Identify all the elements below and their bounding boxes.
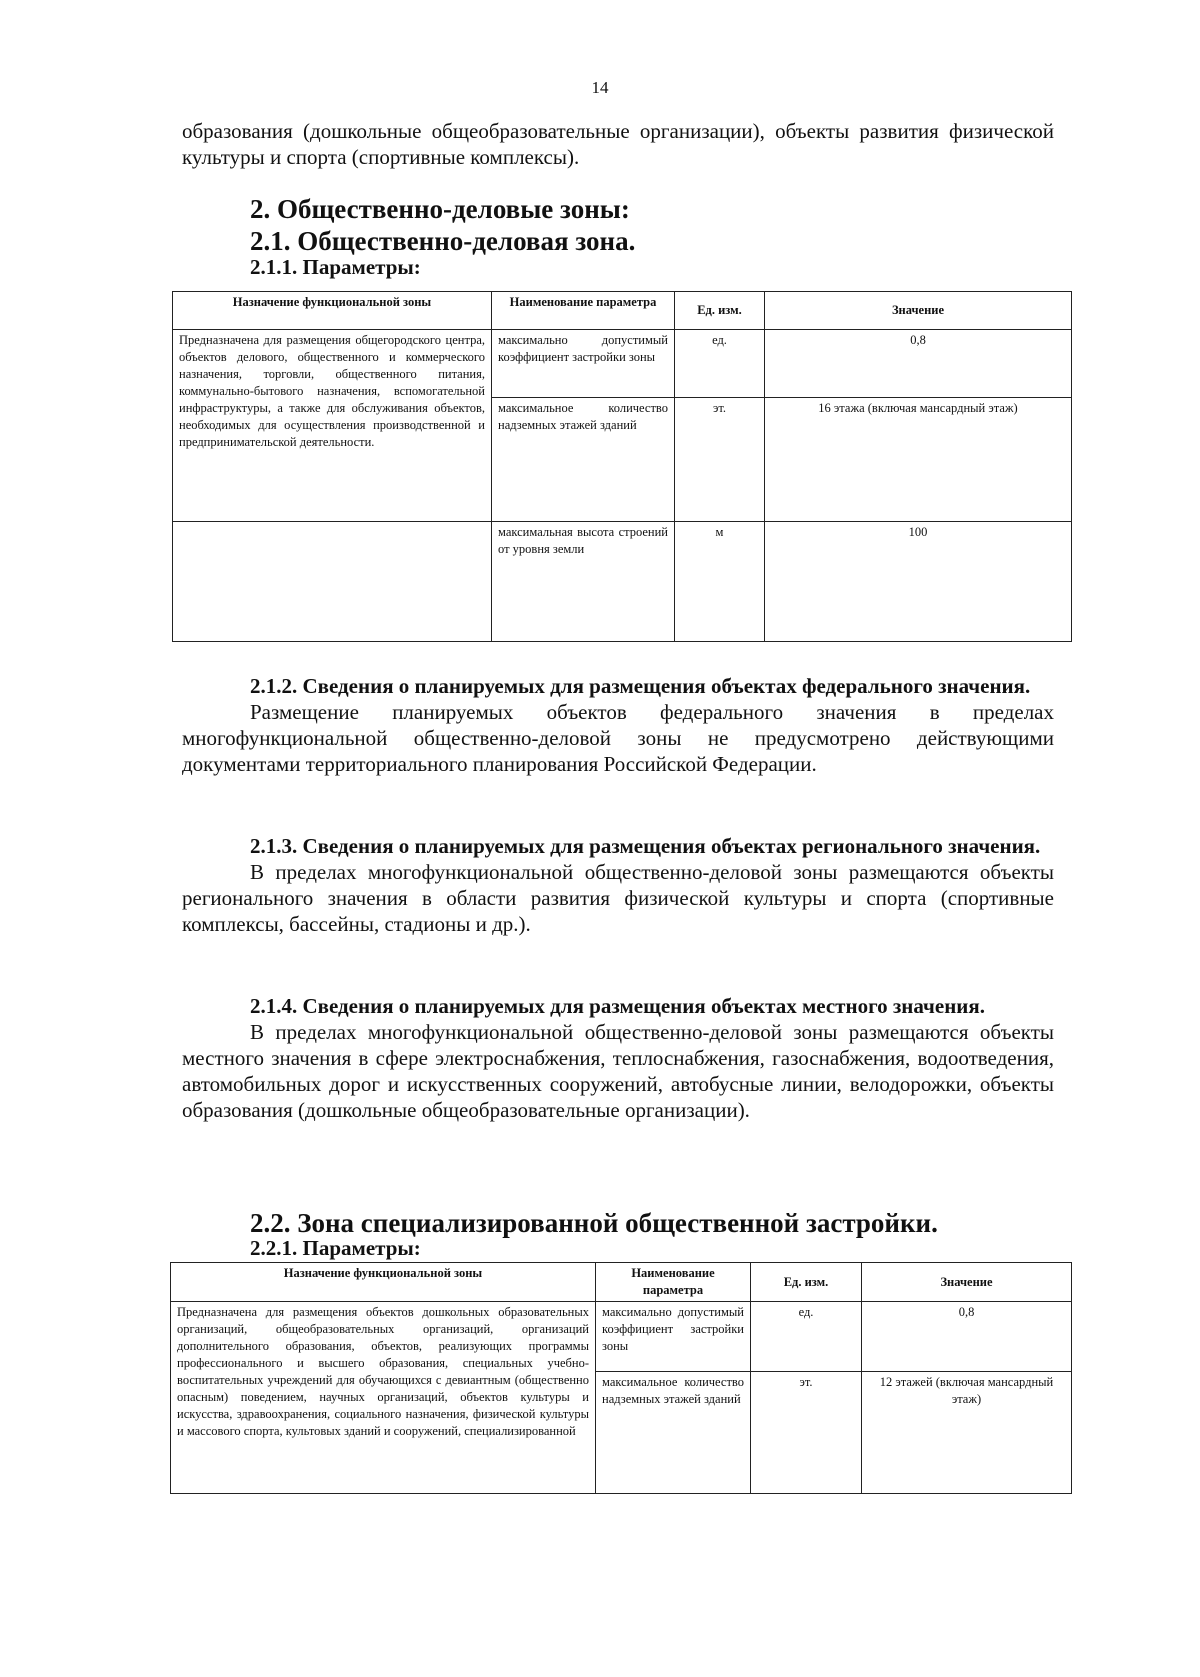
zone-purpose-cell: Предназначена для размещения общегородского центра, объектов делового, общественного и коммерческого назначения, торговли, общественного питания, коммунально-бытового назначения, вспомогательной инфраструктуры, а также для обслуживания объектов, необходимых для осуществления производственной и предпринимательской деятельности. bbox=[173, 330, 492, 522]
section-2-2-1-heading: 2.2.1. Параметры: bbox=[250, 1236, 421, 1260]
table-row bbox=[173, 522, 1072, 642]
header-value: Значение bbox=[765, 292, 1072, 330]
param-cell: максимальное количество надземных этажей зданий bbox=[596, 1372, 751, 1494]
intro-text: образования (дошкольные общеобразовательные организации), объекты развития физической культуры и спорта (спортивные комплексы). bbox=[182, 119, 1054, 169]
section-2-1-4 bbox=[182, 993, 1054, 1123]
unit-cell: эт. bbox=[751, 1372, 862, 1494]
section-2-1-4-title: 2.1.4. Сведения о планируемых для размещения объектах местного значения. bbox=[250, 994, 985, 1018]
section-2-1-3 bbox=[182, 833, 1054, 937]
header-zone-purpose: Назначение функциональной зоны bbox=[171, 1263, 596, 1302]
empty-cell bbox=[173, 522, 492, 642]
header-parameter-name: Наименование параметра bbox=[596, 1263, 751, 1302]
unit-cell: эт. bbox=[675, 398, 765, 522]
unit-cell: ед. bbox=[675, 330, 765, 398]
section-2-1-4-body: В пределах многофункциональной общественно-деловой зоны размещаются объекты местного значения в сфере электроснабжения, теплоснабжения, газоснабжения, водоотведения, автомобильных дорог и искусственных сооружений, автобусные линии, велодорожки, объекты образования (дошкольные общеобразовательные организации). bbox=[182, 1020, 1054, 1122]
param-cell: максимальная высота строений от уровня земли bbox=[492, 522, 675, 642]
section-2-1-1-heading: 2.1.1. Параметры: bbox=[250, 255, 421, 279]
param-cell: максимальное количество надземных этажей зданий bbox=[492, 398, 675, 522]
param-cell: максимально допустимый коэффициент застройки зоны bbox=[596, 1302, 751, 1372]
section-2-1-2-title: 2.1.2. Сведения о планируемых для размещения объектах федерального значения. bbox=[250, 674, 1031, 698]
value-cell: 12 этажей (включая мансардный этаж) bbox=[862, 1372, 1072, 1494]
section-2-heading: 2. Общественно-деловые зоны: bbox=[250, 194, 630, 224]
page-number: 14 bbox=[591, 78, 609, 97]
header-zone-purpose: Назначение функциональной зоны bbox=[173, 292, 492, 330]
section-2-1-3-title: 2.1.3. Сведения о планируемых для размещения объектах регионального значения. bbox=[250, 834, 1041, 858]
section-2-1-heading: 2.1. Общественно-деловая зона. bbox=[250, 226, 636, 256]
table-header-row bbox=[171, 1263, 1072, 1302]
section-2-1-2 bbox=[182, 673, 1054, 777]
table-row bbox=[173, 330, 1072, 398]
header-unit: Ед. изм. bbox=[675, 292, 765, 330]
section-2-1-2-body: Размещение планируемых объектов федерального значения в пределах многофункциональной общественно-деловой зоны не предусмотрено действующими документами территориального планирования Российской Федерации. bbox=[182, 700, 1054, 776]
intro-paragraph bbox=[182, 118, 1054, 170]
value-cell: 100 bbox=[765, 522, 1072, 642]
parameters-table-2 bbox=[170, 1262, 1072, 1494]
section-2-2-heading: 2.2. Зона специализированной общественной застройки. bbox=[250, 1208, 938, 1238]
unit-cell: ед. bbox=[751, 1302, 862, 1372]
table-header-row bbox=[173, 292, 1072, 330]
value-cell: 16 этажа (включая мансардный этаж) bbox=[765, 398, 1072, 522]
header-unit: Ед. изм. bbox=[751, 1263, 862, 1302]
unit-cell: м bbox=[675, 522, 765, 642]
section-2-1-3-body: В пределах многофункциональной общественно-деловой зоны размещаются объекты регионального значения в области развития физической культуры и спорта (спортивные комплексы, бассейны, стадионы и др.). bbox=[182, 860, 1054, 936]
zone-purpose-cell: Предназначена для размещения объектов дошкольных образовательных организаций, общеобразовательных организаций, организаций дополнительного образования, объектов, реализующих программы профессионального и высшего образования, специальных учебно-воспитательных учреждений для обучающихся с девиантным (общественно опасным) поведением, научных организаций, объектов культуры и искусства, здравоохранения, социального назначения, физической культуры и массового спорта, культовых зданий и сооружений, специализированной bbox=[171, 1302, 596, 1494]
parameters-table-1 bbox=[172, 291, 1072, 642]
header-value: Значение bbox=[862, 1263, 1072, 1302]
table-row bbox=[171, 1302, 1072, 1372]
value-cell: 0,8 bbox=[765, 330, 1072, 398]
param-cell: максимально допустимый коэффициент застройки зоны bbox=[492, 330, 675, 398]
header-parameter-name: Наименование параметра bbox=[492, 292, 675, 330]
value-cell: 0,8 bbox=[862, 1302, 1072, 1372]
